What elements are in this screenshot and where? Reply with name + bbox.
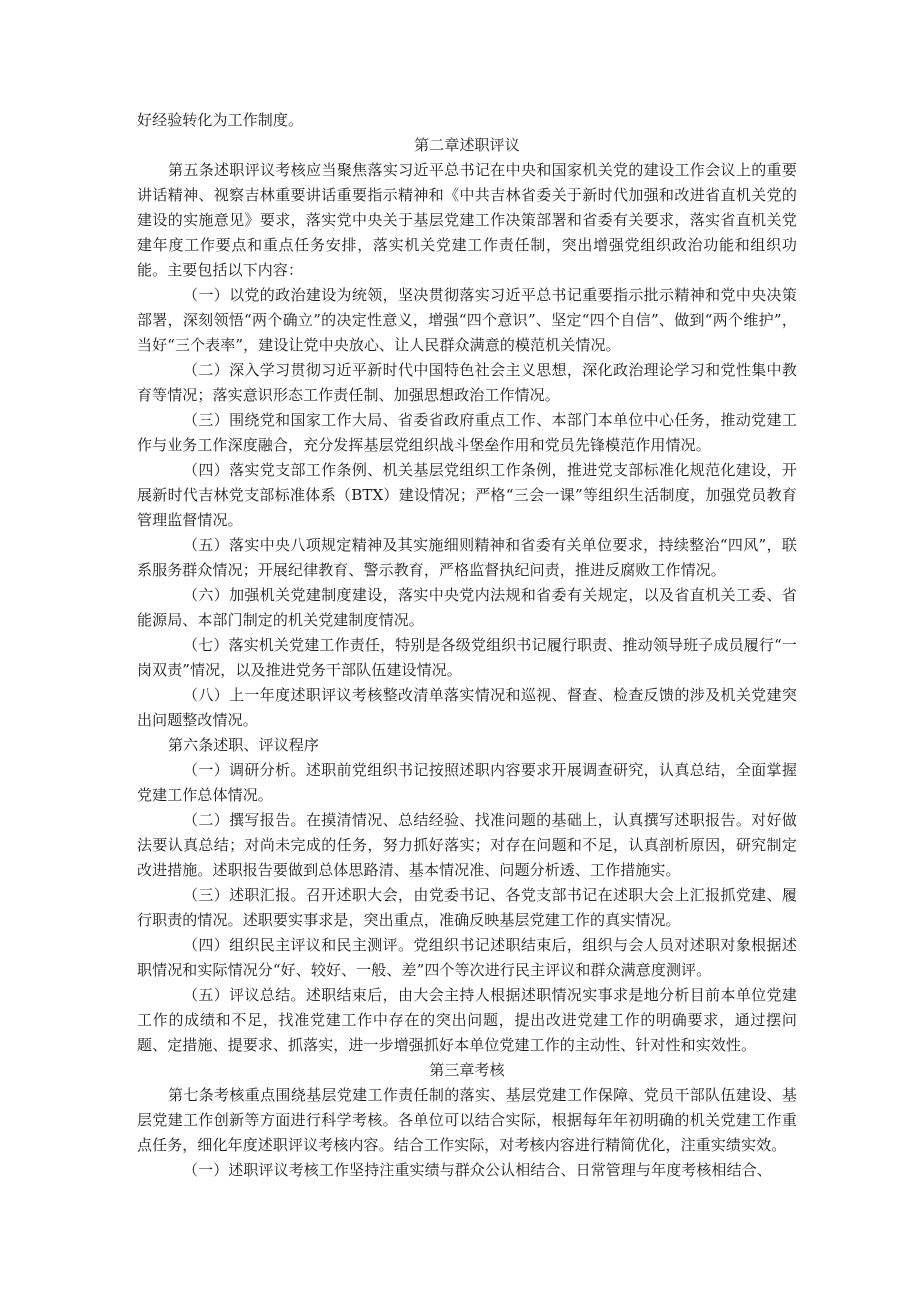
- list-item-paragraph: （一）以党的政治建设为统领，坚决贯彻落实习近平总书记重要指示批示精神和党中央决策部署，深刻领悟“两个确立”的决定性意义，增强“四个意识”、坚定“四个自信”、做到“两个维护”，当好“三个表率”，建设让党中央放心、让人民群众满意的模范机关情况。: [137, 286, 797, 354]
- list-item-paragraph: （五）评议总结。述职结束后，由大会主持人根据述职情况实事求是地分析目前本单位党建工作的成绩和不足，找准党建工作中存在的突出问题，提出改进党建工作的明确要求，通过摆问题、定措施、提要求、抓落实，进一步增强抓好本单位党建工作的主动性、针对性和实效性。: [137, 986, 797, 1054]
- article-paragraph: 第五条述职评议考核应当聚焦落实习近平总书记在中央和国家机关党的建设工作会议上的重要讲话精神、视察吉林重要讲话重要指示精神和《中共吉林省委关于新时代加强和改进省直机关党的建设的实施意见》要求，落实党中央关于基层党建工作决策部署和省委有关要求，落实省直机关党建年度工作要点和重点任务安排，落实机关党建工作责任制，突出增强党组织政治功能和组织功能。主要包括以下内容：: [137, 161, 797, 279]
- list-item-paragraph: （五）落实中央八项规定精神及其实施细则精神和省委有关单位要求，持续整治“四风”，联系服务群众情况；开展纪律教育、警示教育，严格监督执纪问责，推进反腐败工作情况。: [137, 536, 797, 579]
- list-item-paragraph: （七）落实机关党建工作责任，特别是各级党组织书记履行职责、推动领导班子成员履行“一岗双责”情况，以及推进党务干部队伍建设情况。: [137, 636, 797, 679]
- list-item-paragraph: （二）深入学习贯彻习近平新时代中国特色社会主义思想，深化政治理论学习和党性集中教育等情况；落实意识形态工作责任制、加强思想政治工作情况。: [137, 361, 797, 404]
- list-item-paragraph: （二）撰写报告。在摸清情况、总结经验、找准问题的基础上，认真撰写述职报告。对好做法要认真总结；对尚未完成的任务，努力抓好落实；对存在问题和不足，认真剖析原因，研究制定改进措施。述职报告要做到总体思路清、基本情况准、问题分析透、工作措施实。: [137, 811, 797, 879]
- list-item-paragraph: （一）述职评议考核工作坚持注重实绩与群众公认相结合、日常管理与年度考核相结合、: [183, 1161, 772, 1179]
- paragraph: 好经验转化为工作制度。: [137, 111, 304, 129]
- chapter-heading: 第二章述职评议: [414, 136, 520, 154]
- list-item-paragraph: （三）述职汇报。召开述职大会，由党委书记、各党支部书记在述职大会上汇报抓党建、履行职责的情况。述职要实事求是，突出重点，准确反映基层党建工作的真实情况。: [137, 886, 797, 929]
- list-item-paragraph: （八）上一年度述职评议考核整改清单落实情况和巡视、督查、检查反馈的涉及机关党建突出问题整改情况。: [137, 686, 797, 729]
- list-item-paragraph: （六）加强机关党建制度建设，落实中央党内法规和省委有关规定，以及省直机关工委、省能源局、本部门制定的机关党建制度情况。: [137, 586, 797, 629]
- document-page: [137, 108, 797, 1183]
- list-item-paragraph: （四）组织民主评议和民主测评。党组织书记述职结束后，组织与会人员对述职对象根据述职情况和实际情况分“好、较好、一般、差”四个等次进行民主评议和群众满意度测评。: [137, 936, 797, 979]
- article-paragraph: 第六条述职、评议程序: [168, 736, 320, 754]
- list-item-paragraph: （一）调研分析。述职前党组织书记按照述职内容要求开展调查研究，认真总结，全面掌握党建工作总体情况。: [137, 761, 797, 804]
- list-item-paragraph: （四）落实党支部工作条例、机关基层党组织工作条例，推进党支部标准化规范化建设，开展新时代吉林党支部标准体系（BTX）建设情况；严格“三会一课”等组织生活制度，加强党员教育管理监督情况。: [137, 461, 797, 529]
- article-paragraph: 第七条考核重点围绕基层党建工作责任制的落实、基层党建工作保障、党员干部队伍建设、基层党建工作创新等方面进行科学考核。各单位可以结合实际，根据每年年初明确的机关党建工作重点任务，细化年度述职评议考核内容。结合工作实际，对考核内容进行精简优化，注重实绩实效。: [137, 1086, 797, 1154]
- list-item-paragraph: （三）围绕党和国家工作大局、省委省政府重点工作、本部门本单位中心任务，推动党建工作与业务工作深度融合，充分发挥基层党组织战斗堡垒作用和党员先锋模范作用情况。: [137, 411, 797, 454]
- chapter-heading: 第三章考核: [429, 1061, 505, 1079]
